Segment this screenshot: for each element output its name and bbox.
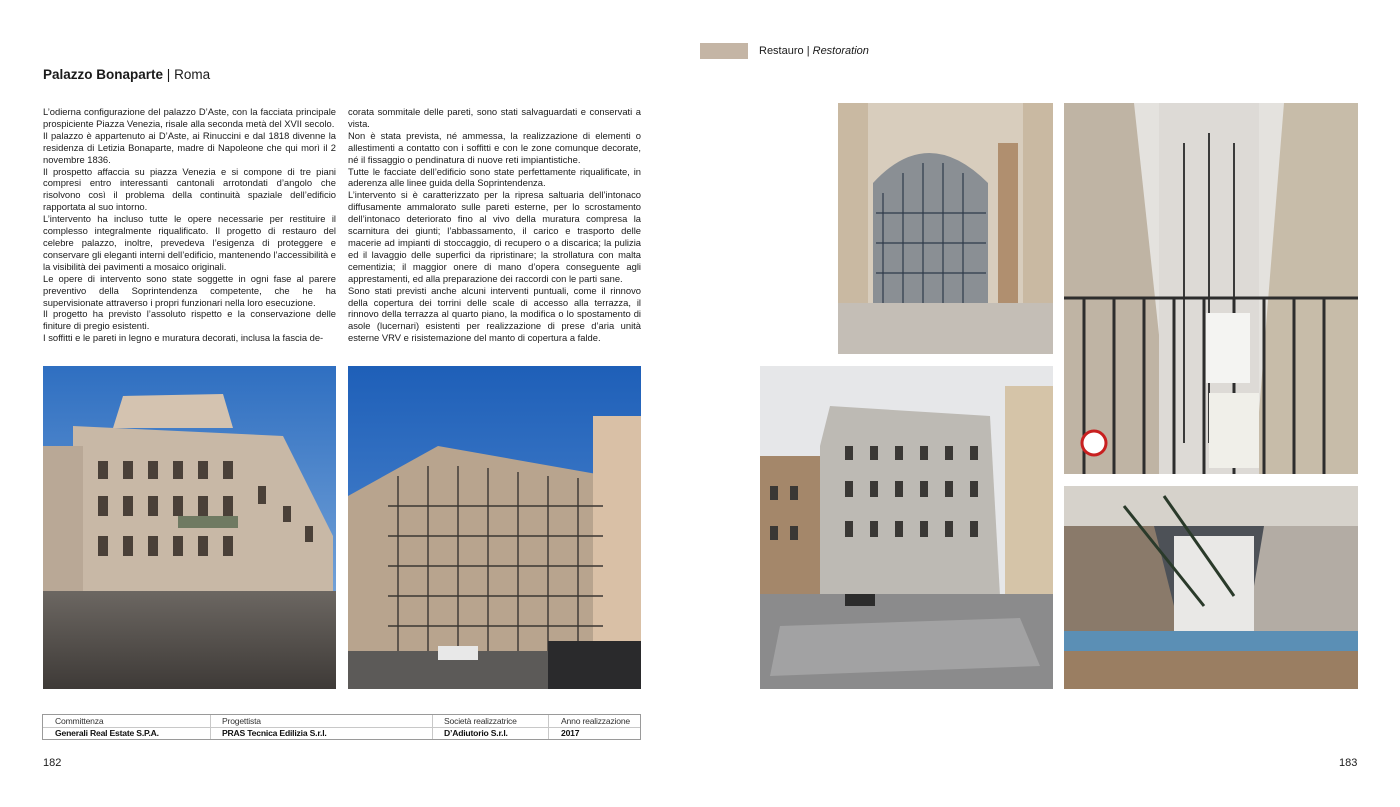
paragraph: L’intervento ha incluso tutte le opere necessarie per restituire il complesso integralmente riqualificato. Il progetto di restauro del celebre palazzo, inoltre, prevedeva l’esigenza di proteggere e conservare gli eleganti interni dell’edificio, mantenendo l’accessibilità e la visibilità dei pavimenti a mosaico originali. bbox=[43, 213, 336, 272]
credits-year bbox=[561, 715, 630, 741]
building-name: Palazzo Bonaparte bbox=[43, 67, 164, 82]
photo-arched-entrance bbox=[838, 103, 1053, 354]
contractor-label: Società realizzatrice bbox=[444, 716, 517, 726]
photo-palazzo-renovated bbox=[760, 366, 1053, 689]
paragraph: corata sommitale delle pareti, sono stati salvaguardati e conservati a vista. bbox=[348, 106, 641, 129]
photo-palazzo-facade bbox=[43, 366, 336, 689]
paragraph: Non è stata prevista, né ammessa, la realizzazione di elementi o allestimenti a contatto con i soffitti e con le zone comunque decorate, né il fissaggio o pendinatura di nuove reti impiantistiche. bbox=[348, 129, 641, 165]
body-text-left-column bbox=[43, 106, 336, 344]
section-color-swatch bbox=[700, 43, 748, 59]
client-value: Generali Real Estate S.P.A. bbox=[55, 728, 159, 738]
credits-client bbox=[55, 715, 159, 741]
paragraph: Il palazzo è appartenuto ai D’Aste, ai Rinuccini e dal 1818 divenne la residenza di Letizia Bonaparte, madre di Napoleone che qui morì il 2 novembre 1836. bbox=[43, 129, 336, 165]
paragraph: L’odierna configurazione del palazzo D’Aste, con la facciata principale prospiciente Piazza Venezia, risale alla seconda metà del XVII secolo. bbox=[43, 106, 336, 129]
year-label: Anno realizzazione bbox=[561, 716, 631, 726]
credits-column-divider bbox=[210, 715, 211, 739]
credits-column-divider bbox=[432, 715, 433, 739]
photo-palazzo-scaffolding bbox=[348, 366, 641, 689]
paragraph: Tutte le facciate dell’edificio sono state perfettamente riqualificate, in aderenza alle linee guida della Soprintendenza. bbox=[348, 165, 641, 189]
paragraph: Il prospetto affaccia su piazza Venezia e si compone di tre piani compresi entro interessanti cantonali arrotondati d’angolo che risolvono così il problema della continuità spaziale dell’edificio rapportata al suo intorno. bbox=[43, 165, 336, 213]
credits-contractor bbox=[444, 715, 517, 741]
year-value: 2017 bbox=[561, 728, 580, 738]
section-label: Restauro | Restoration bbox=[759, 45, 869, 57]
designer-label: Progettista bbox=[222, 716, 261, 726]
credits-column-divider bbox=[548, 715, 549, 739]
city-name: Roma bbox=[174, 67, 211, 82]
paragraph: L’intervento si è caratterizzato per la ripresa saltuaria dell’intonaco diffusamente ammalorato sulle pareti esterne, per lo scrostamento dell’intonaco deteriorato fino al vivo della muratura compresa la scarnitura dei giunti; l’abbassamento, il carico e trasporto delle macerie ad impianti di stoccaggio, di recupero o a discarica; la pulizia ed il lavaggio delle superfici da ripristinare; la strollatura con malta cementizia; il maggior onere di mano d’opera conseguente agli apprestamenti, ed alla preparazione dei raccordi con le parti sane. bbox=[348, 189, 641, 284]
paragraph: Sono stati previsti anche alcuni interventi puntuali, come il rinnovo della copertura dei torrini delle scale di accesso alla terrazza, il rinnovo della terrazza al quarto piano, la modifica o lo spostamento di asole (lucernari) esistenti per realizzazione di prese d’aria unità esterne VRV e risistemazione del manto di copertura a falde. bbox=[348, 284, 641, 344]
photo-interior-skylight bbox=[1064, 486, 1358, 689]
client-label: Committenza bbox=[55, 716, 104, 726]
paragraph: I soffitti e le pareti in legno e muratura decorati, inclusa la fascia de- bbox=[43, 332, 324, 344]
credits-designer bbox=[222, 715, 327, 741]
body-text-right-column bbox=[348, 106, 641, 344]
section-tag bbox=[700, 43, 869, 59]
project-credits-table bbox=[42, 714, 641, 740]
contractor-value: D’Adiutorio S.r.l. bbox=[444, 728, 508, 738]
designer-value: PRAS Tecnica Edilizia S.r.l. bbox=[222, 728, 327, 738]
page-title: Palazzo Bonaparte | Roma bbox=[43, 67, 211, 82]
photo-courtyard-scaffolding bbox=[1064, 103, 1358, 474]
page-number-right: 183 bbox=[1339, 757, 1358, 769]
paragraph: Le opere di intervento sono state soggette in ogni fase al parere preventivo della Soprintendenza competente, che he ha supervisionate attraverso i propri funzionari nella loro esecuzione. bbox=[43, 272, 336, 308]
paragraph: Il progetto ha previsto l’assoluto rispetto e la conservazione delle finiture di pregio esistenti. bbox=[43, 308, 336, 332]
page-number-left: 182 bbox=[43, 757, 62, 769]
